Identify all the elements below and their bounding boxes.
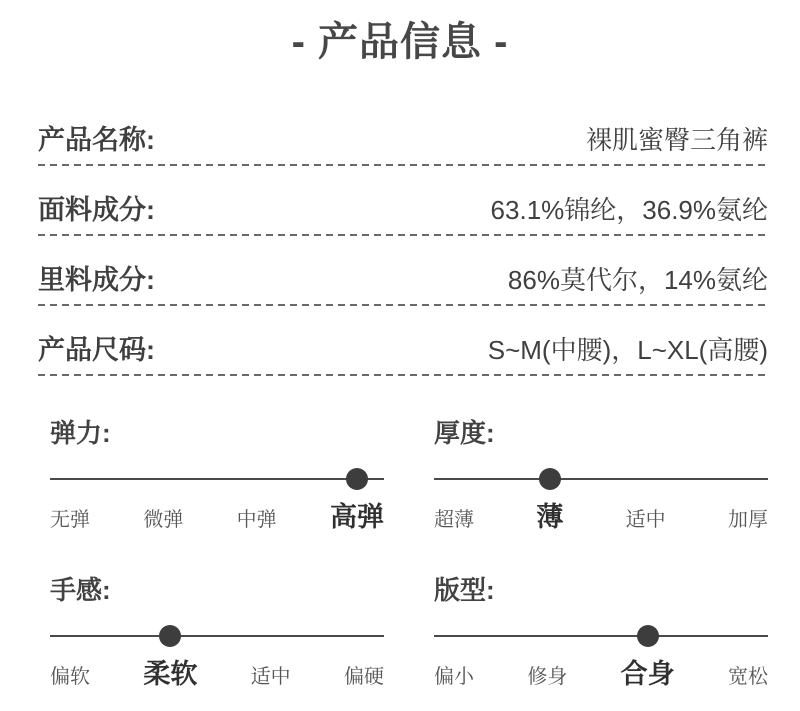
slider-dot <box>539 468 561 490</box>
attribute-label-thickness: 厚度: <box>434 418 495 448</box>
page-title: - 产品信息 - <box>291 20 509 64</box>
info-row-label: 产品尺码: <box>38 335 155 365</box>
attribute-block <box>50 575 384 692</box>
slider-option: 中弹 <box>236 509 277 531</box>
attribute-label-fit: 版型: <box>434 575 495 605</box>
slider-option: 柔软 <box>143 659 198 689</box>
attribute-block <box>434 418 768 535</box>
slider-track <box>434 625 768 647</box>
info-row-product-size <box>38 306 768 376</box>
slider-options <box>50 659 384 692</box>
info-row-label: 里料成分: <box>38 265 155 295</box>
slider-options <box>434 659 768 692</box>
attribute-label-elasticity: 弹力: <box>50 418 111 448</box>
info-row-lining-composition <box>38 236 768 306</box>
slider-dot <box>346 468 368 490</box>
slider-line <box>434 478 768 480</box>
info-row-value: 86%莫代尔，14%氨纶 <box>507 265 768 295</box>
slider-options <box>434 502 768 535</box>
info-row-label: 面料成分: <box>38 195 155 225</box>
info-row-label: 产品名称: <box>38 125 155 155</box>
slider-option: 薄 <box>536 502 564 532</box>
info-section <box>38 96 768 376</box>
slider-track <box>50 625 384 647</box>
slider-track <box>434 468 768 490</box>
slider-option: 偏小 <box>434 666 474 688</box>
slider-option: 合身 <box>620 659 675 689</box>
slider-option: 高弹 <box>329 502 384 532</box>
attributes-grid <box>0 376 800 692</box>
slider-option: 适中 <box>625 509 666 531</box>
slider-option: 偏硬 <box>343 666 384 688</box>
slider-option: 修身 <box>527 666 568 688</box>
slider-dot <box>637 625 659 647</box>
slider-option: 适中 <box>250 666 291 688</box>
slider-options <box>50 502 384 535</box>
slider-line <box>50 478 384 480</box>
attribute-block <box>50 418 384 535</box>
slider-option: 加厚 <box>727 509 768 531</box>
info-row-value: 63.1%锦纶，36.9%氨纶 <box>490 195 768 225</box>
slider-option: 超薄 <box>434 509 474 531</box>
slider-track <box>50 468 384 490</box>
slider-line <box>50 635 384 637</box>
slider-option: 偏软 <box>50 666 90 688</box>
info-row-value: 裸肌蜜臀三角裤 <box>585 125 768 155</box>
info-row-product-name <box>38 96 768 166</box>
slider-dot <box>159 625 181 647</box>
slider-option: 微弹 <box>143 509 184 531</box>
info-row-fabric-composition <box>38 166 768 236</box>
attribute-block <box>434 575 768 692</box>
slider-option: 无弹 <box>50 509 90 531</box>
slider-line <box>434 635 768 637</box>
attribute-label-hand-feel: 手感: <box>50 575 111 605</box>
slider-option: 宽松 <box>727 666 768 688</box>
info-row-value: S~M(中腰)，L~XL(高腰) <box>487 335 768 365</box>
